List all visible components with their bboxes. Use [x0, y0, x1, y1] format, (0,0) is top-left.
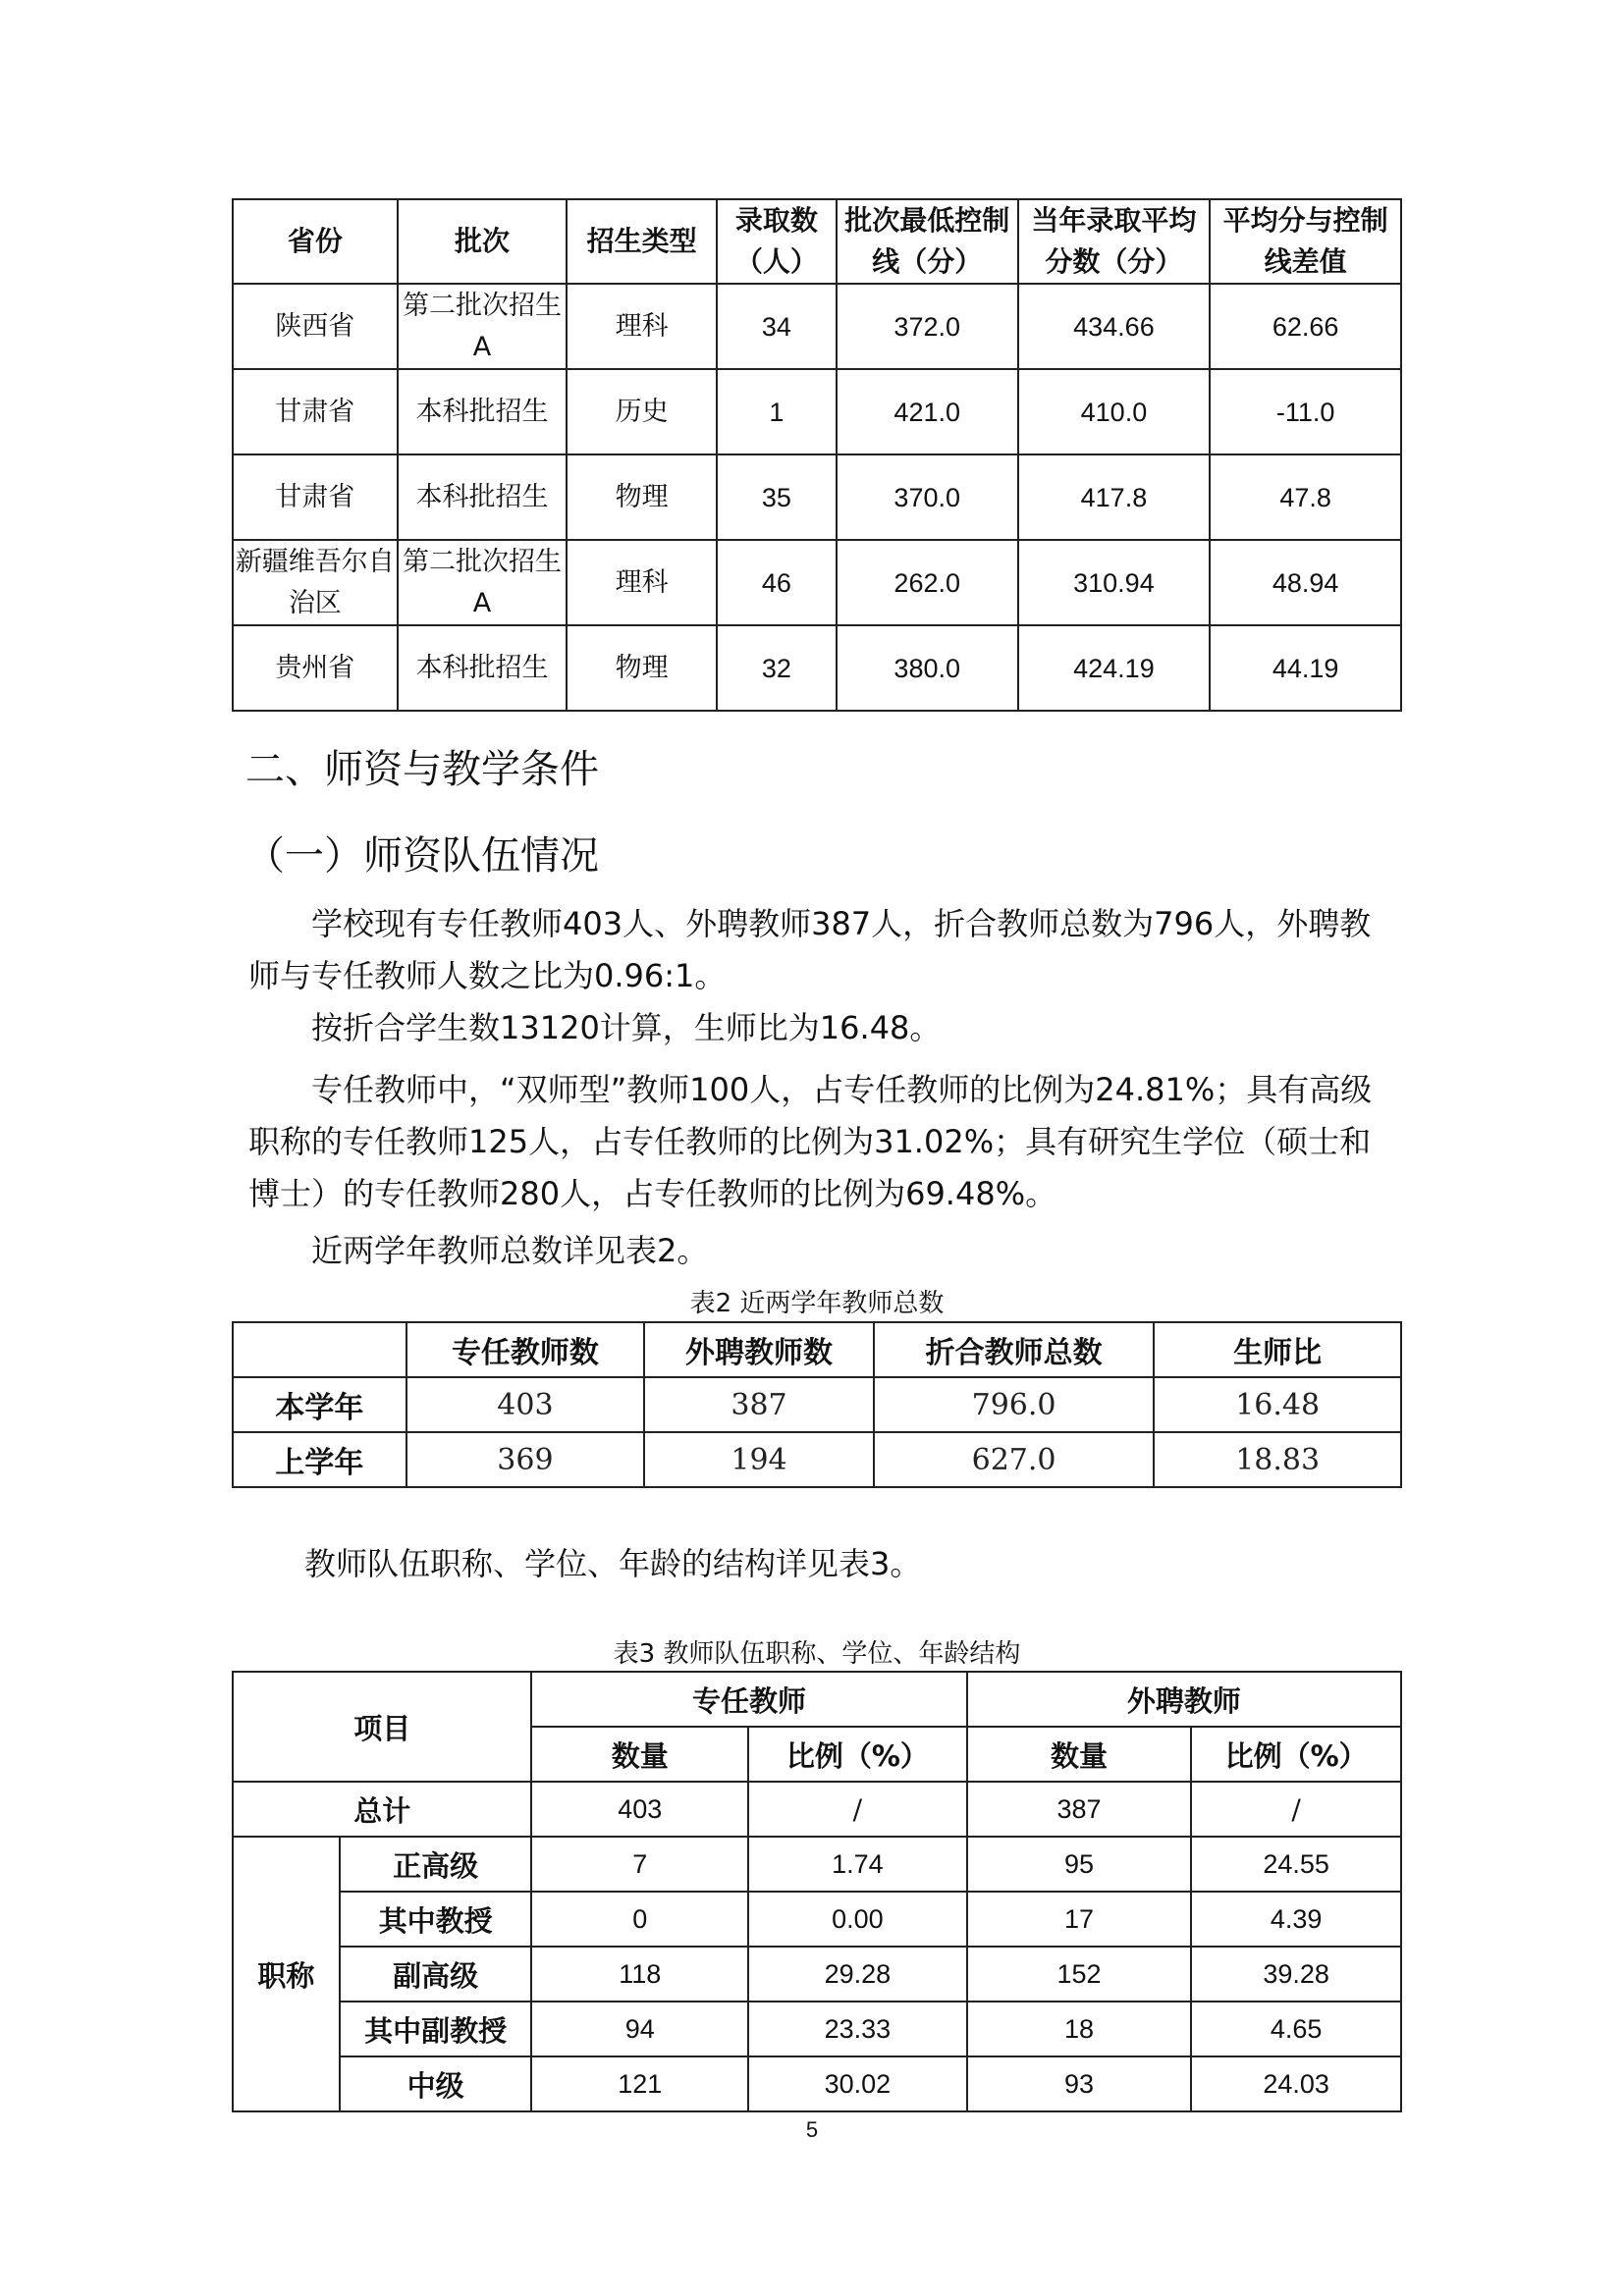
- paragraph-table3-ref: 教师队伍职称、学位、年龄的结构详见表3。: [304, 1545, 922, 1582]
- ratio-cell: /: [1191, 1782, 1401, 1837]
- control-line-cell: 421.0: [837, 369, 1018, 454]
- average-score-cell: 310.94: [1018, 540, 1211, 625]
- paragraph-composition: 专任教师中，“双师型”教师100人，占专任教师的比例为24.81%；具有高级职称的专任教师125人，占专任教师的比例为31.02%；具有研究生学位（硕士和博士）的专任教师280人，占专任教师的比例为69.48%。: [248, 1071, 1373, 1212]
- header-cell: 平均分与控制线差值: [1210, 199, 1401, 284]
- category-label: 职称: [233, 1837, 340, 2111]
- row-label: 其中副教授: [340, 2002, 532, 2056]
- header-cell: 外聘教师数: [644, 1322, 874, 1377]
- teacher-structure-table: [232, 1671, 1402, 2112]
- table-row: [233, 2056, 1401, 2111]
- province-cell: 陕西省: [233, 284, 398, 369]
- header-cell: 生师比: [1154, 1322, 1401, 1377]
- count-cell: 118: [531, 1947, 748, 2002]
- fulltime-count-cell: 369: [406, 1432, 645, 1487]
- table-row: [233, 1837, 1401, 1892]
- count-cell: 94: [531, 2002, 748, 2056]
- header-cell: 省份: [233, 199, 398, 284]
- province-cell: 甘肃省: [233, 369, 398, 454]
- count-cell: 403: [531, 1782, 748, 1837]
- table2-caption: 表2 近两学年教师总数: [689, 1289, 945, 1318]
- table-row: [233, 2002, 1401, 2056]
- row-label: 总计: [233, 1782, 531, 1837]
- table-header-row: [233, 1672, 1401, 1727]
- table-header-row: [233, 199, 1401, 284]
- type-cell: 理科: [567, 540, 717, 625]
- row-label: 副高级: [340, 1947, 532, 2002]
- admitted-cell: 46: [717, 540, 837, 625]
- total-row: [233, 1782, 1401, 1837]
- fulltime-group-header: 专任教师: [531, 1672, 966, 1727]
- fulltime-count-cell: 403: [406, 1377, 645, 1432]
- table-row: [233, 1377, 1401, 1432]
- row-label: 中级: [340, 2056, 532, 2111]
- difference-cell: 48.94: [1210, 540, 1401, 625]
- ratio-cell: 24.55: [1191, 1837, 1401, 1892]
- average-score-cell: 417.8: [1018, 454, 1211, 540]
- count-cell: 0: [531, 1892, 748, 1947]
- student-teacher-ratio-cell: 18.83: [1154, 1432, 1401, 1487]
- type-cell: 理科: [567, 284, 717, 369]
- ratio-header: 比例（%）: [748, 1727, 967, 1782]
- paragraph-ratio: 按折合学生数13120计算，生师比为16.48。: [311, 1009, 942, 1046]
- ratio-header: 比例（%）: [1191, 1727, 1401, 1782]
- table-row: [233, 284, 1401, 369]
- count-cell: 152: [967, 1947, 1192, 2002]
- difference-cell: 47.8: [1210, 454, 1401, 540]
- admitted-cell: 32: [717, 625, 837, 711]
- paragraph-table2-ref: 近两学年教师总数详见表2。: [311, 1232, 709, 1269]
- count-cell: 387: [967, 1782, 1192, 1837]
- difference-cell: -11.0: [1210, 369, 1401, 454]
- external-count-cell: 387: [644, 1377, 874, 1432]
- province-cell: 新疆维吾尔自治区: [233, 540, 398, 625]
- header-cell: 专任教师数: [406, 1322, 645, 1377]
- ratio-cell: 29.28: [748, 1947, 967, 2002]
- count-cell: 121: [531, 2056, 748, 2111]
- difference-cell: 44.19: [1210, 625, 1401, 711]
- section-title: 二、师资与教学条件: [245, 747, 599, 792]
- table-row: [233, 540, 1401, 625]
- page-number: 5: [805, 2117, 819, 2142]
- control-line-cell: 370.0: [837, 454, 1018, 540]
- header-cell: 招生类型: [567, 199, 717, 284]
- average-score-cell: 434.66: [1018, 284, 1211, 369]
- row-label: 上学年: [233, 1432, 406, 1487]
- header-cell: 批次最低控制线（分）: [837, 199, 1018, 284]
- table-row: [233, 454, 1401, 540]
- table-row: [233, 1947, 1401, 2002]
- batch-cell: 第二批次招生A: [398, 540, 568, 625]
- control-line-cell: 262.0: [837, 540, 1018, 625]
- average-score-cell: 424.19: [1018, 625, 1211, 711]
- ratio-cell: 24.03: [1191, 2056, 1401, 2111]
- row-label: 其中教授: [340, 1892, 532, 1947]
- total-count-cell: 627.0: [874, 1432, 1155, 1487]
- ratio-cell: 39.28: [1191, 1947, 1401, 2002]
- control-line-cell: 372.0: [837, 284, 1018, 369]
- admitted-cell: 1: [717, 369, 837, 454]
- table-row: [233, 369, 1401, 454]
- subsection-title: （一）师资队伍情况: [245, 833, 599, 879]
- count-header: 数量: [531, 1727, 748, 1782]
- header-cell: 批次: [398, 199, 568, 284]
- batch-cell: 本科批招生: [398, 454, 568, 540]
- table-row: [233, 1432, 1401, 1487]
- external-count-cell: 194: [644, 1432, 874, 1487]
- row-label: 正高级: [340, 1837, 532, 1892]
- average-score-cell: 410.0: [1018, 369, 1211, 454]
- count-header: 数量: [967, 1727, 1192, 1782]
- table-row: [233, 625, 1401, 711]
- header-cell: [233, 1322, 406, 1377]
- table-header-row: [233, 1322, 1401, 1377]
- table-row: [233, 1892, 1401, 1947]
- type-cell: 物理: [567, 454, 717, 540]
- ratio-cell: 30.02: [748, 2056, 967, 2111]
- admitted-cell: 35: [717, 454, 837, 540]
- ratio-cell: 4.65: [1191, 2002, 1401, 2056]
- batch-cell: 本科批招生: [398, 369, 568, 454]
- province-cell: 贵州省: [233, 625, 398, 711]
- count-cell: 95: [967, 1837, 1192, 1892]
- admitted-cell: 34: [717, 284, 837, 369]
- count-cell: 93: [967, 2056, 1192, 2111]
- teacher-totals-table: [232, 1321, 1402, 1488]
- table3-caption: 表3 教师队伍职称、学位、年龄结构: [613, 1639, 1021, 1669]
- count-cell: 7: [531, 1837, 748, 1892]
- item-header: 项目: [233, 1672, 531, 1782]
- batch-cell: 本科批招生: [398, 625, 568, 711]
- admissions-table: [232, 198, 1402, 712]
- count-cell: 18: [967, 2002, 1192, 2056]
- ratio-cell: 23.33: [748, 2002, 967, 2056]
- student-teacher-ratio-cell: 16.48: [1154, 1377, 1401, 1432]
- batch-cell: 第二批次招生A: [398, 284, 568, 369]
- type-cell: 历史: [567, 369, 717, 454]
- count-cell: 17: [967, 1892, 1192, 1947]
- row-label: 本学年: [233, 1377, 406, 1432]
- ratio-cell: 1.74: [748, 1837, 967, 1892]
- ratio-cell: 0.00: [748, 1892, 967, 1947]
- ratio-cell: /: [748, 1782, 967, 1837]
- header-cell: 当年录取平均分数（分）: [1018, 199, 1211, 284]
- paragraph-teachers: 学校现有专任教师403人、外聘教师387人，折合教师总数为796人，外聘教师与专任教师人数之比为0.96:1。: [248, 905, 1372, 994]
- control-line-cell: 380.0: [837, 625, 1018, 711]
- header-cell: 录取数（人）: [717, 199, 837, 284]
- difference-cell: 62.66: [1210, 284, 1401, 369]
- ratio-cell: 4.39: [1191, 1892, 1401, 1947]
- province-cell: 甘肃省: [233, 454, 398, 540]
- total-count-cell: 796.0: [874, 1377, 1155, 1432]
- external-group-header: 外聘教师: [967, 1672, 1401, 1727]
- type-cell: 物理: [567, 625, 717, 711]
- header-cell: 折合教师总数: [874, 1322, 1155, 1377]
